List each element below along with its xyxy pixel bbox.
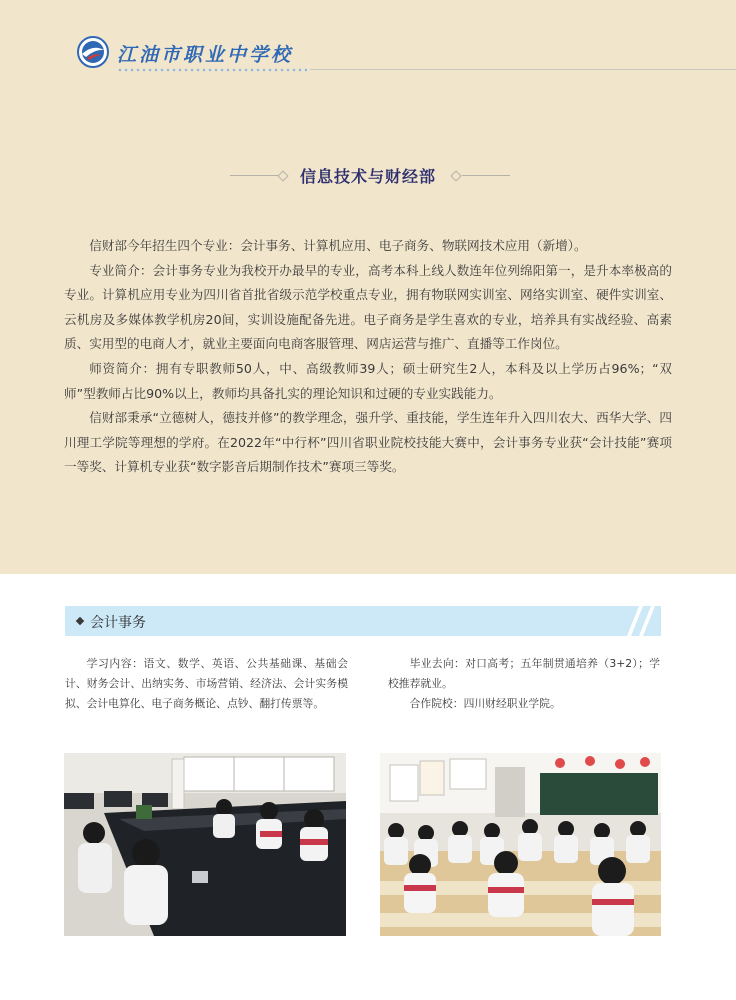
intro-paragraph: 信财部今年招生四个专业：会计事务、计算机应用、电子商务、物联网技术应用（新增）。 — [89, 238, 587, 253]
page-header — [0, 36, 736, 72]
study-content-text: 学习内容：语文、数学、英语、公共基础课、基础会计、财务会计、出纳实务、市场营销、经济法、会计实务模拟、会计电算化、电子商务概论、点钞、翻打传票等。 — [65, 657, 348, 710]
diamond-icon — [450, 170, 461, 181]
school-name: 江油市职业中学校 — [117, 44, 294, 66]
heading-rule-left — [230, 175, 278, 176]
header-rule — [310, 69, 736, 70]
department-intro — [64, 234, 672, 480]
study-content-column — [65, 654, 348, 714]
destination-text: 毕业去向：对口高考；五年制贯通培养（3+2）；学校推荐就业。 — [388, 657, 660, 690]
intro-paragraph: 信财部秉承“立德树人，德技并修”的教学理念，强升学、重技能，学生连年升入四川农大、西华大学、四川理工学院等理想的学府。在2022年“中行杯”四川省职业院校技能大赛中，会计事务专业获“会计技能”赛项一等奖、计算机专业获“数字影音后期制作技术”赛项三等奖。 — [64, 410, 672, 475]
diamond-bullet-icon — [76, 617, 84, 625]
intro-paragraph: 专业简介：会计事务专业为我校开办最早的专业，高考本科上线人数连年位列绵阳第一，是升本率极高的专业。计算机应用专业为四川省首批省级示范学校重点专业，拥有物联网实训室、网络实训室、硬件实训室、云机房及多媒体教学机房20间，实训设施配备先进。电子商务是学生喜欢的专业，培养具有实战经验、高素质、实用型的电商人才，就业主要面向电商客服管理、网店运营与推广、直播等工作岗位。 — [64, 262, 672, 352]
stripes-decoration-icon — [617, 606, 661, 636]
photo-classroom — [380, 753, 661, 936]
department-title: 信息技术与财经部 — [299, 167, 436, 186]
partner-text: 合作院校：四川财经职业学院。 — [409, 697, 561, 710]
intro-paragraph: 师资简介：拥有专职教师50人，中、高级教师39人；硕士研究生2人，本科及以上学历占96%；“双师”型教师占比90%以上，教师均具备扎实的理论知识和过硬的专业实践能力。 — [64, 360, 672, 401]
header-dotted-rule — [117, 68, 307, 72]
major-title-bar — [65, 606, 661, 636]
heading-rule-right — [462, 175, 510, 176]
major-title: 会计事务 — [90, 615, 146, 631]
school-logo-icon — [77, 36, 109, 68]
department-heading — [0, 164, 736, 188]
destination-column — [388, 654, 660, 714]
photo-computer-lab — [64, 753, 346, 936]
